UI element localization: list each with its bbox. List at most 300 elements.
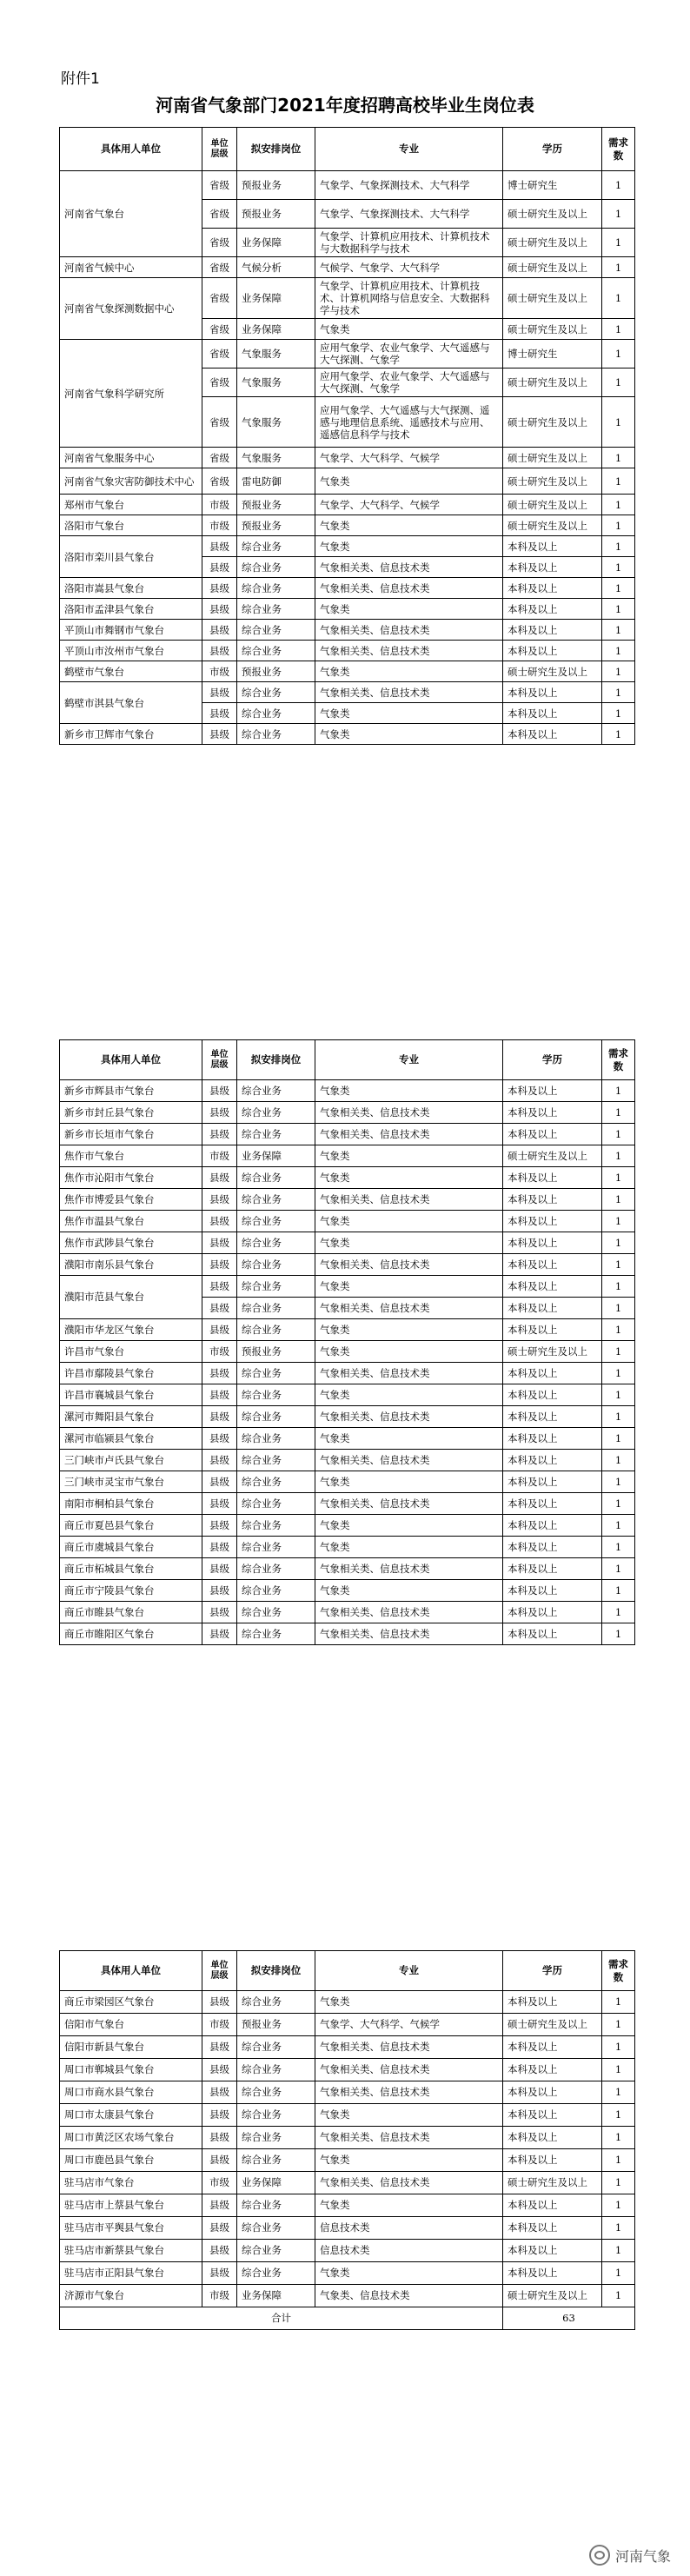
count-cell: 1 [602,515,635,536]
table-row [60,1254,635,1276]
unit-cell: 河南省气象探测数据中心 [60,278,202,340]
post-cell: 综合业务 [237,2036,315,2059]
column-header: 拟安排岗位 [237,1951,315,1991]
table-row [60,1167,635,1189]
post-cell: 综合业务 [237,2194,315,2217]
count-cell: 1 [602,1384,635,1406]
count-cell: 1 [602,599,635,620]
unit-cell: 信阳市气象台 [60,2014,202,2036]
post-cell: 预报业务 [237,661,315,682]
major-cell: 气象相关类、信息技术类 [315,2059,503,2081]
count-cell: 1 [602,340,635,368]
education-cell: 本科及以上 [503,620,602,641]
post-cell: 综合业务 [237,1211,315,1232]
column-header: 专业 [315,128,503,171]
level-cell: 县级 [202,1080,237,1102]
table-row [60,1211,635,1232]
post-cell: 综合业务 [237,2104,315,2127]
level-cell: 县级 [202,2262,237,2285]
unit-cell: 周口市黄泛区农场气象台 [60,2127,202,2149]
level-cell: 市级 [202,1341,237,1363]
count-cell: 1 [602,1602,635,1623]
education-cell: 本科及以上 [503,1493,602,1515]
post-cell: 业务保障 [237,319,315,340]
level-cell: 县级 [202,1189,237,1211]
level-cell: 县级 [202,1991,237,2014]
table-row [60,1124,635,1145]
recruitment-table-3 [59,1950,635,2330]
level-cell: 市级 [202,2285,237,2307]
unit-cell: 驻马店市新蔡县气象台 [60,2240,202,2262]
post-cell: 综合业务 [237,1363,315,1384]
post-cell: 气象服务 [237,448,315,468]
table-row [60,515,635,536]
count-cell: 1 [602,200,635,229]
level-cell: 县级 [202,620,237,641]
education-cell: 本科及以上 [503,599,602,620]
count-cell: 1 [602,2081,635,2104]
major-cell: 气象类、信息技术类 [315,2285,503,2307]
column-header: 学历 [503,1040,602,1080]
post-cell: 综合业务 [237,1406,315,1428]
count-cell: 1 [602,1211,635,1232]
column-header: 单位层级 [202,1951,237,1991]
post-cell: 综合业务 [237,1319,315,1341]
count-cell: 1 [602,2036,635,2059]
post-cell: 综合业务 [237,1080,315,1102]
post-cell: 综合业务 [237,2217,315,2240]
education-cell: 本科及以上 [503,1298,602,1319]
major-cell: 气象类 [315,2194,503,2217]
count-cell: 1 [602,1145,635,1167]
table-row [60,1493,635,1515]
education-cell: 本科及以上 [503,557,602,578]
level-cell: 县级 [202,1276,237,1298]
table-row [60,682,635,703]
unit-cell: 河南省气象服务中心 [60,448,202,468]
education-cell: 本科及以上 [503,1254,602,1276]
count-cell: 1 [602,1558,635,1580]
post-cell: 预报业务 [237,200,315,229]
education-cell: 本科及以上 [503,2036,602,2059]
level-cell: 县级 [202,1406,237,1428]
post-cell: 业务保障 [237,2172,315,2194]
level-cell: 省级 [202,278,237,319]
post-cell: 业务保障 [237,2285,315,2307]
unit-cell: 周口市郸城县气象台 [60,2059,202,2081]
unit-cell: 新乡市长垣市气象台 [60,1124,202,1145]
post-cell: 综合业务 [237,1384,315,1406]
column-header: 拟安排岗位 [237,1040,315,1080]
level-cell: 市级 [202,1145,237,1167]
education-cell: 本科及以上 [503,1080,602,1102]
level-cell: 县级 [202,1124,237,1145]
major-cell: 气象类 [315,1471,503,1493]
count-cell: 1 [602,724,635,745]
education-cell: 本科及以上 [503,578,602,599]
table-row [60,1450,635,1471]
level-cell: 市级 [202,661,237,682]
post-cell: 综合业务 [237,1254,315,1276]
education-cell: 本科及以上 [503,1471,602,1493]
level-cell: 县级 [202,1232,237,1254]
education-cell: 本科及以上 [503,1515,602,1537]
education-cell: 本科及以上 [503,1102,602,1124]
post-cell: 综合业务 [237,599,315,620]
major-cell: 气象相关类、信息技术类 [315,1102,503,1124]
count-cell: 1 [602,1537,635,1558]
major-cell: 气象相关类、信息技术类 [315,1189,503,1211]
level-cell: 县级 [202,2127,237,2149]
level-cell: 省级 [202,257,237,278]
table-row [60,1276,635,1298]
major-cell: 气象类 [315,703,503,724]
post-cell: 业务保障 [237,1145,315,1167]
post-cell: 综合业务 [237,641,315,661]
unit-cell: 驻马店市上蔡县气象台 [60,2194,202,2217]
count-cell: 1 [602,2194,635,2217]
count-cell: 1 [602,448,635,468]
count-cell: 1 [602,1515,635,1537]
count-cell: 1 [602,2285,635,2307]
table-row [60,1384,635,1406]
count-cell: 1 [602,1623,635,1645]
major-cell: 气象学、大气科学、气候学 [315,495,503,515]
post-cell: 综合业务 [237,2059,315,2081]
level-cell: 县级 [202,1580,237,1602]
attachment-label: 附件1 [61,70,100,88]
major-cell: 气象学、气象探测技术、大气科学 [315,200,503,229]
count-cell: 1 [602,1124,635,1145]
table-row [60,1623,635,1645]
post-cell: 综合业务 [237,1515,315,1537]
count-cell: 1 [602,2059,635,2081]
post-cell: 气象服务 [237,368,315,397]
count-cell: 1 [602,2262,635,2285]
level-cell: 县级 [202,724,237,745]
count-cell: 1 [602,319,635,340]
table-row [60,1232,635,1254]
major-cell: 气象相关类、信息技术类 [315,1493,503,1515]
major-cell: 气象类 [315,319,503,340]
count-cell: 1 [602,1167,635,1189]
level-cell: 市级 [202,515,237,536]
level-cell: 县级 [202,1515,237,1537]
major-cell: 气象类 [315,1384,503,1406]
unit-cell: 焦作市博爱县气象台 [60,1189,202,1211]
education-cell: 本科及以上 [503,2240,602,2262]
post-cell: 综合业务 [237,724,315,745]
table-row [60,468,635,495]
table-row [60,2104,635,2127]
education-cell: 硕士研究生及以上 [503,229,602,257]
education-cell: 本科及以上 [503,1406,602,1428]
major-cell: 气象类 [315,724,503,745]
post-cell: 预报业务 [237,171,315,200]
watermark [589,2545,671,2566]
table-row [60,536,635,557]
major-cell: 气象类 [315,1167,503,1189]
table-header-row [60,128,635,171]
post-cell: 综合业务 [237,1450,315,1471]
level-cell: 县级 [202,1537,237,1558]
table-row [60,2172,635,2194]
post-cell: 综合业务 [237,557,315,578]
level-cell: 县级 [202,682,237,703]
table-row [60,1319,635,1341]
level-cell: 省级 [202,171,237,200]
column-header: 具体用人单位 [60,1040,202,1080]
level-cell: 县级 [202,2194,237,2217]
major-cell: 气象类 [315,2149,503,2172]
level-cell: 县级 [202,1298,237,1319]
education-cell: 本科及以上 [503,1384,602,1406]
column-header: 单位层级 [202,1040,237,1080]
education-cell: 本科及以上 [503,1991,602,2014]
count-cell: 1 [602,2172,635,2194]
total-value: 63 [503,2307,635,2330]
total-row [60,2307,635,2330]
column-header: 学历 [503,128,602,171]
unit-cell: 濮阳市华龙区气象台 [60,1319,202,1341]
unit-cell: 焦作市气象台 [60,1145,202,1167]
unit-cell: 洛阳市栾川县气象台 [60,536,202,578]
column-header: 需求数 [602,1951,635,1991]
major-cell: 气象相关类、信息技术类 [315,2127,503,2149]
count-cell: 1 [602,1341,635,1363]
level-cell: 县级 [202,2059,237,2081]
education-cell: 硕士研究生及以上 [503,2285,602,2307]
unit-cell: 鹤壁市淇县气象台 [60,682,202,724]
count-cell: 1 [602,620,635,641]
unit-cell: 焦作市沁阳市气象台 [60,1167,202,1189]
post-cell: 综合业务 [237,620,315,641]
education-cell: 硕士研究生及以上 [503,1341,602,1363]
table-row [60,1145,635,1167]
level-cell: 省级 [202,229,237,257]
major-cell: 气象相关类、信息技术类 [315,1450,503,1471]
education-cell: 硕士研究生及以上 [503,515,602,536]
major-cell: 气象学、气象探测技术、大气科学 [315,171,503,200]
major-cell: 气象类 [315,1276,503,1298]
table-row [60,1341,635,1363]
major-cell: 应用气象学、大气遥感与大气探测、遥感与地理信息系统、遥感技术与应用、遥感信息科学与技术 [315,397,503,448]
major-cell: 气象相关类、信息技术类 [315,1406,503,1428]
column-header: 具体用人单位 [60,128,202,171]
level-cell: 县级 [202,599,237,620]
education-cell: 本科及以上 [503,1537,602,1558]
education-cell: 硕士研究生及以上 [503,200,602,229]
table-row [60,2149,635,2172]
unit-cell: 三门峡市灵宝市气象台 [60,1471,202,1493]
table-row [60,2036,635,2059]
count-cell: 1 [602,1580,635,1602]
level-cell: 县级 [202,1211,237,1232]
table-row [60,2127,635,2149]
count-cell: 1 [602,495,635,515]
post-cell: 气候分析 [237,257,315,278]
post-cell: 业务保障 [237,229,315,257]
education-cell: 硕士研究生及以上 [503,468,602,495]
count-cell: 1 [602,1450,635,1471]
post-cell: 综合业务 [237,1537,315,1558]
unit-cell: 许昌市气象台 [60,1341,202,1363]
major-cell: 气象相关类、信息技术类 [315,1602,503,1623]
unit-cell: 新乡市封丘县气象台 [60,1102,202,1124]
unit-cell: 商丘市睢阳区气象台 [60,1623,202,1645]
major-cell: 气象类 [315,1145,503,1167]
count-cell: 1 [602,1276,635,1298]
major-cell: 信息技术类 [315,2217,503,2240]
table-row [60,724,635,745]
count-cell: 1 [602,557,635,578]
level-cell: 省级 [202,319,237,340]
education-cell: 本科及以上 [503,1428,602,1450]
table-row [60,1537,635,1558]
major-cell: 气象类 [315,599,503,620]
post-cell: 综合业务 [237,1558,315,1580]
count-cell: 1 [602,1428,635,1450]
recruitment-table-1 [59,127,635,745]
education-cell: 本科及以上 [503,641,602,661]
unit-cell: 河南省气象科学研究所 [60,340,202,448]
post-cell: 综合业务 [237,682,315,703]
post-cell: 综合业务 [237,1167,315,1189]
education-cell: 本科及以上 [503,1189,602,1211]
education-cell: 本科及以上 [503,1580,602,1602]
major-cell: 气象类 [315,536,503,557]
unit-cell: 济源市气象台 [60,2285,202,2307]
table-row [60,641,635,661]
level-cell: 县级 [202,1623,237,1645]
education-cell: 本科及以上 [503,1319,602,1341]
post-cell: 综合业务 [237,1580,315,1602]
level-cell: 市级 [202,2014,237,2036]
education-cell: 本科及以上 [503,2127,602,2149]
table-row [60,1102,635,1124]
major-cell: 气象类 [315,1341,503,1363]
education-cell: 博士研究生 [503,340,602,368]
major-cell: 气象类 [315,1428,503,1450]
table-row [60,599,635,620]
count-cell: 1 [602,1298,635,1319]
table-row [60,1558,635,1580]
education-cell: 硕士研究生及以上 [503,319,602,340]
table-row [60,1991,635,2014]
education-cell: 本科及以上 [503,2059,602,2081]
major-cell: 气象相关类、信息技术类 [315,1124,503,1145]
table-row [60,1428,635,1450]
education-cell: 本科及以上 [503,1558,602,1580]
post-cell: 综合业务 [237,1991,315,2014]
post-cell: 综合业务 [237,1623,315,1645]
education-cell: 本科及以上 [503,2194,602,2217]
unit-cell: 漯河市舞阳县气象台 [60,1406,202,1428]
major-cell: 应用气象学、农业气象学、大气遥感与大气探测、气象学 [315,368,503,397]
post-cell: 综合业务 [237,2081,315,2104]
level-cell: 县级 [202,1319,237,1341]
level-cell: 县级 [202,1102,237,1124]
post-cell: 综合业务 [237,1189,315,1211]
count-cell: 1 [602,368,635,397]
table-row [60,1080,635,1102]
column-header: 需求数 [602,1040,635,1080]
post-cell: 综合业务 [237,2149,315,2172]
column-header: 拟安排岗位 [237,128,315,171]
level-cell: 县级 [202,1558,237,1580]
count-cell: 1 [602,1493,635,1515]
education-cell: 硕士研究生及以上 [503,2172,602,2194]
unit-cell: 新乡市辉县市气象台 [60,1080,202,1102]
post-cell: 综合业务 [237,1602,315,1623]
watermark-text: 河南气象 [614,2547,671,2565]
table-row [60,257,635,278]
level-cell: 县级 [202,1602,237,1623]
level-cell: 县级 [202,1428,237,1450]
column-header: 具体用人单位 [60,1951,202,1991]
count-cell: 1 [602,1189,635,1211]
post-cell: 综合业务 [237,1428,315,1450]
education-cell: 本科及以上 [503,1623,602,1645]
count-cell: 1 [602,661,635,682]
major-cell: 气象相关类、信息技术类 [315,1623,503,1645]
education-cell: 硕士研究生及以上 [503,2014,602,2036]
page-title: 河南省气象部门2021年度招聘高校毕业生岗位表 [156,95,534,116]
post-cell: 综合业务 [237,1471,315,1493]
level-cell: 市级 [202,2172,237,2194]
unit-cell: 河南省气象台 [60,171,202,257]
count-cell: 1 [602,1406,635,1428]
wechat-icon [589,2545,610,2566]
table-row [60,278,635,319]
education-cell: 本科及以上 [503,682,602,703]
unit-cell: 河南省气候中心 [60,257,202,278]
major-cell: 气象相关类、信息技术类 [315,641,503,661]
column-header: 需求数 [602,128,635,171]
post-cell: 预报业务 [237,1341,315,1363]
major-cell: 气象类 [315,468,503,495]
education-cell: 本科及以上 [503,703,602,724]
level-cell: 县级 [202,557,237,578]
level-cell: 县级 [202,2240,237,2262]
post-cell: 综合业务 [237,1276,315,1298]
unit-cell: 南阳市桐柏县气象台 [60,1493,202,1515]
level-cell: 县级 [202,2217,237,2240]
major-cell: 气象类 [315,1232,503,1254]
education-cell: 硕士研究生及以上 [503,368,602,397]
education-cell: 本科及以上 [503,1363,602,1384]
unit-cell: 洛阳市嵩县气象台 [60,578,202,599]
table-row [60,340,635,368]
education-cell: 本科及以上 [503,1602,602,1623]
education-cell: 硕士研究生及以上 [503,257,602,278]
post-cell: 气象服务 [237,397,315,448]
education-cell: 本科及以上 [503,1124,602,1145]
post-cell: 综合业务 [237,2127,315,2149]
table-row [60,1602,635,1623]
table-row [60,2014,635,2036]
level-cell: 省级 [202,340,237,368]
unit-cell: 驻马店市气象台 [60,2172,202,2194]
unit-cell: 濮阳市南乐县气象台 [60,1254,202,1276]
post-cell: 综合业务 [237,1124,315,1145]
unit-cell: 三门峡市卢氏县气象台 [60,1450,202,1471]
level-cell: 县级 [202,1493,237,1515]
unit-cell: 商丘市睢县气象台 [60,1602,202,1623]
post-cell: 综合业务 [237,703,315,724]
level-cell: 县级 [202,1450,237,1471]
post-cell: 综合业务 [237,1298,315,1319]
